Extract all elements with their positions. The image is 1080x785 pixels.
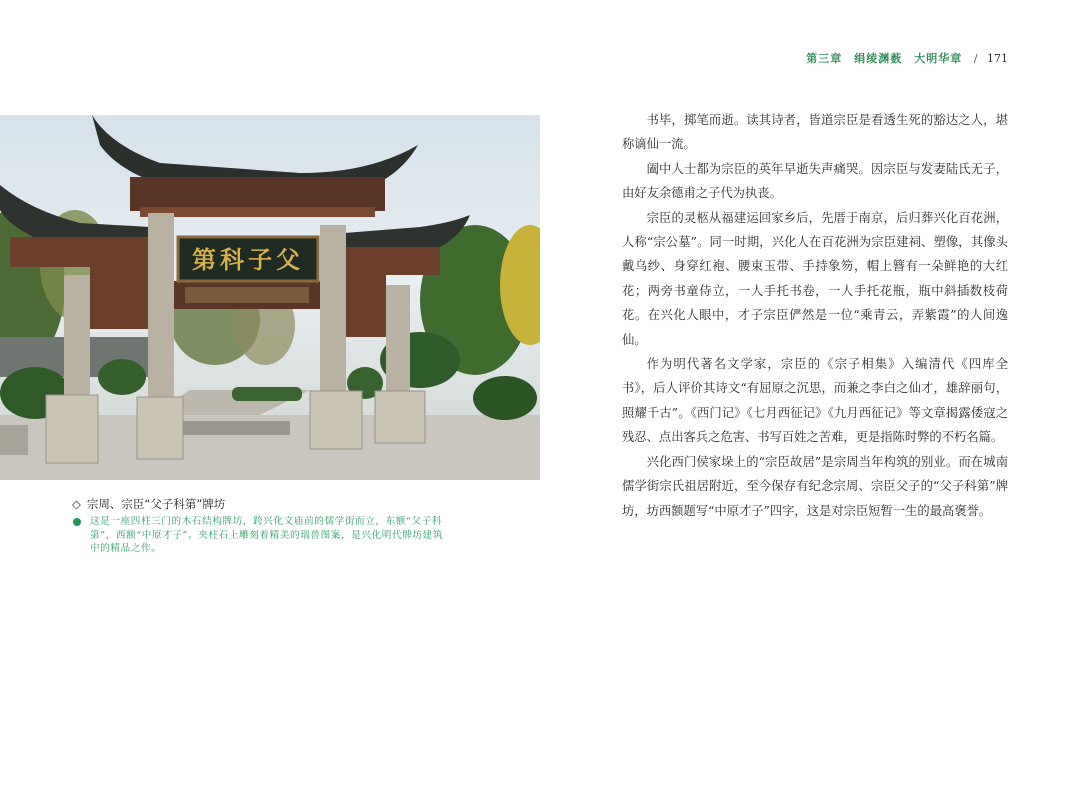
- caption-title: [72, 496, 452, 512]
- paragraph: 作为明代著名文学家，宗臣的《宗子相集》入编清代《四库全书》，后人评价其诗文“有屈原之沉思，而兼之李白之仙才，雄辞丽句，照耀千古”。《西门记》《七月西征记》《九月西征记》等文章揭露倭寇之残忍、点出客兵之危害、书写百姓之苦难，更是指陈时弊的不朽名篇。: [622, 357, 1008, 445]
- body-text: [622, 108, 1008, 523]
- paragraph: 阖中人士都为宗臣的英年早逝失声痛哭。因宗臣与发妻陆氏无子，由好友余德甫之子代为执丧。: [622, 161, 1008, 201]
- figure-caption: [72, 496, 452, 556]
- caption-description-text: 这是一座四柱三门的木石结构牌坊，跨兴化文庙前的儒学街而立，东额“父子科第”，西额“中原才子”。夹柱石上雕刻着精美的瑞兽图案，是兴化明代牌坊建筑中的精品之作。: [90, 516, 443, 554]
- memorial-archway-photo: [0, 115, 540, 480]
- diamond-icon: ◇: [72, 497, 81, 511]
- caption-description: [72, 515, 452, 556]
- page-number: 171: [987, 52, 1008, 65]
- bullet-dot-icon: [73, 518, 81, 526]
- paragraph: 宗臣的灵柩从福建运回家乡后，先厝于南京，后归葬兴化百花洲，人称“宗公墓”。同一时期，兴化人在百花洲为宗臣建祠、塑像，其像头戴乌纱、身穿红袍、腰束玉带、手持象笏，帽上簪有一朵鲜艳的大红花；两旁书童侍立，一人手托书卷，一人手托花瓶，瓶中斜插数枝荷花。在兴化人眼中，才子宗臣俨然是一位“乘青云，弄紫霞”的人间逸仙。: [622, 210, 1008, 347]
- archway-illustration: [0, 115, 540, 480]
- caption-title-text: 宗周、宗臣“父子科第”牌坊: [86, 497, 226, 511]
- paragraph: 兴化西门侯家垛上的“宗臣故居”是宗周当年构筑的别业。而在城南儒学街宗氏祖居附近，至今保存有纪念宗周、宗臣父子的“父子科第”牌坊，坊西额题写“中原才子”四字，这是对宗臣短暂一生的最高褒誉。: [622, 454, 1008, 518]
- chapter-title: 第三章 绢绫渊薮 大明华章: [806, 52, 963, 65]
- paragraph: 书毕，掷笔而逝。读其诗者，皆道宗臣是看透生死的豁达之人，堪称谪仙一流。: [622, 113, 1008, 152]
- main-roof: [92, 115, 418, 217]
- plaque-inscription: 第科子父: [192, 245, 304, 274]
- running-head: [806, 51, 1008, 67]
- header-separator: /: [973, 52, 978, 65]
